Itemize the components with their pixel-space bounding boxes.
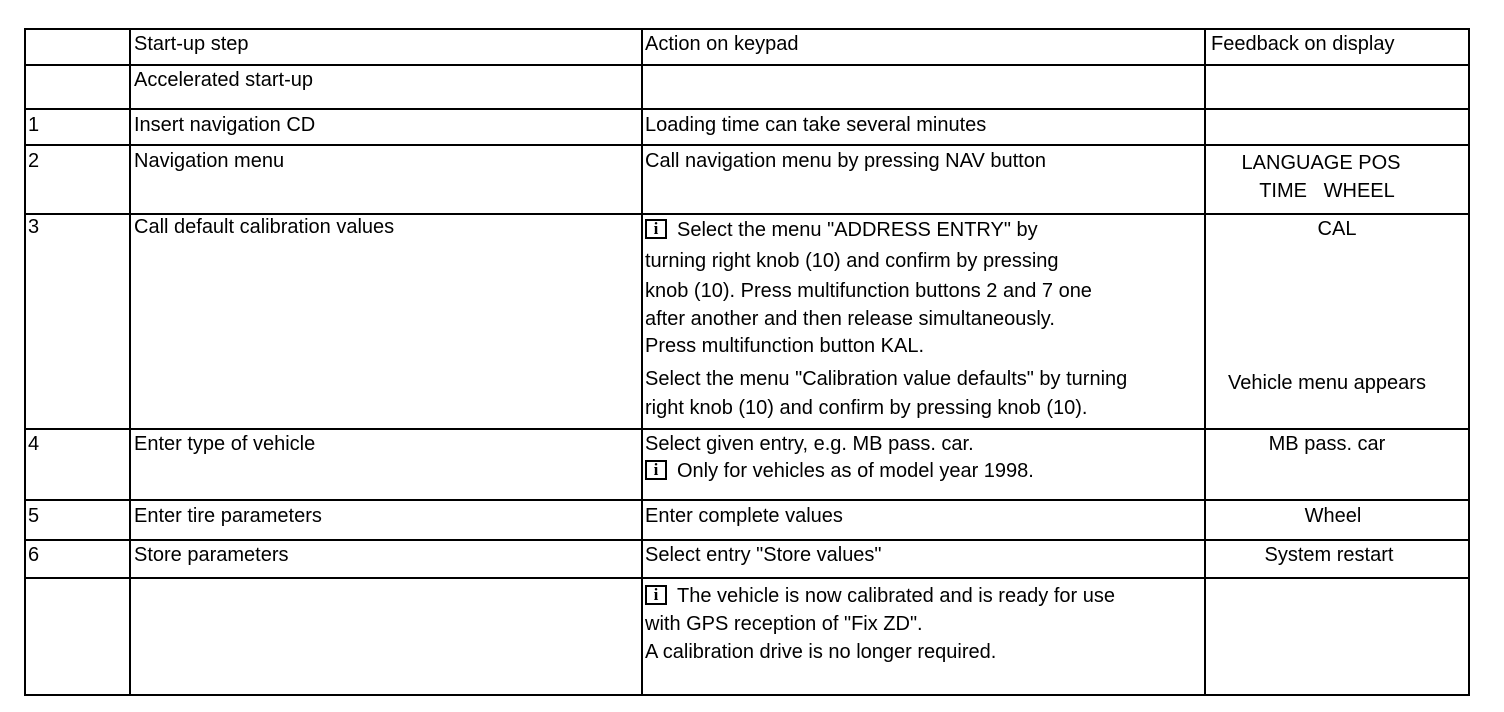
row-step: Store parameters xyxy=(134,544,289,566)
row-action: Call navigation menu by pressing NAV button xyxy=(645,150,1046,172)
row-action: Loading time can take several minutes xyxy=(645,114,987,136)
row-number: 5 xyxy=(28,505,40,527)
row-step: Insert navigation CD xyxy=(134,114,316,136)
row-action: Enter complete values xyxy=(645,505,843,527)
row-action: Select entry "Store values" xyxy=(645,544,882,566)
table-rule xyxy=(1204,28,1206,696)
header-feedback: Feedback on display xyxy=(1211,33,1395,55)
row-number: 4 xyxy=(28,433,40,455)
table-rule xyxy=(24,499,1470,501)
info-icon: i xyxy=(645,219,667,239)
note-line: A calibration drive is no longer required. xyxy=(645,641,997,663)
info-icon: i xyxy=(645,460,667,480)
action-line: turning right knob (10) and confirm by pressing xyxy=(645,250,1059,272)
table-rule xyxy=(641,28,643,696)
row-action: Select given entry, e.g. MB pass. car. xyxy=(645,433,974,455)
header-step: Start-up step xyxy=(134,33,249,55)
row-number: 1 xyxy=(28,114,40,136)
row-number: 2 xyxy=(28,150,40,172)
table-rule xyxy=(1468,28,1470,696)
row-feedback: Vehicle menu appears xyxy=(1228,372,1426,394)
table-rule xyxy=(24,28,26,696)
table-rule xyxy=(24,428,1470,430)
action-line: right knob (10) and confirm by pressing knob (10). xyxy=(645,397,1088,419)
table-rule xyxy=(129,28,131,696)
row-step: Enter tire parameters xyxy=(134,505,322,527)
row-step: Enter type of vehicle xyxy=(134,433,316,455)
table-rule xyxy=(24,577,1470,579)
row-step: Call default calibration values xyxy=(134,216,395,238)
row-feedback: System restart xyxy=(1264,544,1394,566)
info-icon: i xyxy=(645,585,667,605)
table-rule xyxy=(24,28,1470,30)
action-line: Only for vehicles as of model year 1998. xyxy=(677,460,1034,482)
action-line: Press multifunction button KAL. xyxy=(645,335,925,357)
row-feedback: Wheel xyxy=(1304,505,1362,527)
action-line: knob (10). Press multifunction buttons 2 and 7 one xyxy=(645,280,1092,302)
note-line xyxy=(645,584,1115,608)
row-feedback: TIME WHEEL xyxy=(1259,180,1395,202)
action-line: after another and then release simultaneously. xyxy=(645,308,1055,330)
action-line: Select the menu "Calibration value defaults" by turning xyxy=(645,368,1128,390)
section-title: Accelerated start-up xyxy=(134,69,313,91)
table-rule xyxy=(24,64,1470,66)
table-rule xyxy=(24,694,1470,696)
row-action xyxy=(645,459,1034,483)
header-action: Action on keypad xyxy=(645,33,799,55)
note-text: The vehicle is now calibrated and is ready for use xyxy=(677,585,1116,607)
note-line: with GPS reception of "Fix ZD". xyxy=(645,613,923,635)
row-number: 6 xyxy=(28,544,40,566)
row-step: Navigation menu xyxy=(134,150,285,172)
row-action xyxy=(645,218,1038,242)
row-feedback: MB pass. car xyxy=(1268,433,1386,455)
table-rule xyxy=(24,539,1470,541)
row-feedback: CAL xyxy=(1317,218,1357,240)
table-rule xyxy=(24,108,1470,110)
row-number: 3 xyxy=(28,216,40,238)
action-line: Select the menu "ADDRESS ENTRY" by xyxy=(677,219,1038,241)
row-feedback: LANGUAGE POS xyxy=(1241,152,1401,174)
table-rule xyxy=(24,144,1470,146)
